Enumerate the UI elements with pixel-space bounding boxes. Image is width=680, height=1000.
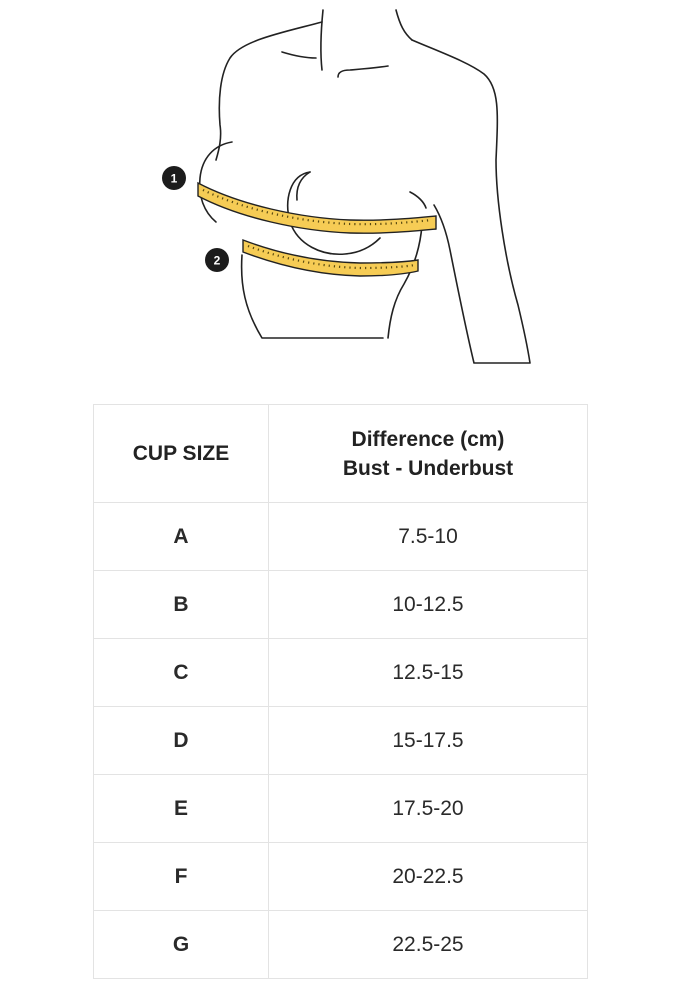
right-breast-outline <box>288 172 380 254</box>
cup-size-table <box>93 404 588 979</box>
svg-text:2: 2 <box>213 253 221 268</box>
right-breast-side <box>410 192 426 208</box>
cup-cell: C <box>94 639 269 707</box>
difference-cell: 15-17.5 <box>269 707 588 775</box>
neck-left-line <box>321 10 323 70</box>
measurement-illustration <box>0 0 680 380</box>
difference-cell: 17.5-20 <box>269 775 588 843</box>
marker-1 <box>162 166 186 190</box>
table-row <box>94 707 588 775</box>
tape-underbust <box>243 240 418 276</box>
table-row <box>94 911 588 979</box>
table-row <box>94 571 588 639</box>
tape-bust <box>198 183 436 233</box>
cup-cell: A <box>94 503 269 571</box>
marker-2 <box>205 248 229 272</box>
table-row <box>94 503 588 571</box>
cup-cell: G <box>94 911 269 979</box>
torso-right-side <box>388 225 422 338</box>
table-row <box>94 843 588 911</box>
collarbone-left <box>282 52 316 58</box>
header-cup-size: CUP SIZE <box>94 405 269 503</box>
left-breast-outline <box>200 142 232 222</box>
cup-cell: D <box>94 707 269 775</box>
cup-cell: B <box>94 571 269 639</box>
difference-cell: 7.5-10 <box>269 503 588 571</box>
neck-right-line <box>396 10 412 40</box>
difference-cell: 10-12.5 <box>269 571 588 639</box>
torso-outline-left <box>216 22 322 160</box>
difference-cell: 22.5-25 <box>269 911 588 979</box>
header-difference-line2: Bust - Underbust <box>342 456 514 480</box>
cup-cell: E <box>94 775 269 843</box>
collarbone-right <box>338 66 388 77</box>
difference-cell: 20-22.5 <box>269 843 588 911</box>
table-row <box>94 639 588 707</box>
header-difference <box>269 405 588 503</box>
right-shoulder-arm <box>412 40 530 363</box>
table-header-row <box>94 405 588 503</box>
svg-text:1: 1 <box>170 171 178 186</box>
difference-cell: 12.5-15 <box>269 639 588 707</box>
table-row <box>94 775 588 843</box>
cup-cell: F <box>94 843 269 911</box>
header-difference-line1: Difference (cm) <box>351 427 505 451</box>
